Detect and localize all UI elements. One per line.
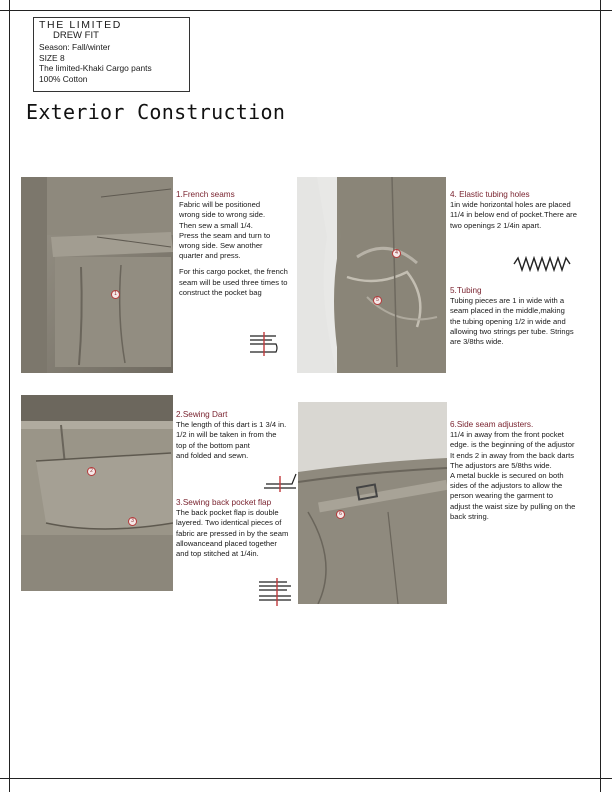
step-1-line: wrong side to wrong side. [179, 210, 266, 220]
callout-marker-4: 4 [392, 249, 401, 258]
step-5-line: are 3/8ths wide. [450, 337, 504, 347]
step-6-line: sides of the adjustors to allow the [450, 481, 563, 491]
product-label: The limited-Khaki Cargo pants [39, 63, 152, 74]
step-2-text [176, 410, 306, 461]
step-6-line: The adjustors are 5/8ths wide. [450, 460, 552, 470]
step-1-note: construct the pocket bag [179, 287, 262, 297]
callout-marker-5: 5 [373, 296, 382, 305]
dart-stitch-icon [262, 470, 298, 492]
season-label: Season: Fall/winter [39, 42, 111, 52]
photo-back-pocket [21, 395, 173, 591]
step-1-line: Fabric will be positioned [179, 200, 261, 210]
callout-marker-1: 1 [111, 290, 120, 299]
fit-name: DREW FIT [53, 30, 99, 41]
size-label: SIZE 8 [39, 52, 65, 63]
step-6-line: person wearing the garment to [450, 491, 553, 501]
step-2-line: 1/2 in will be taken in from the [176, 430, 277, 440]
step-1-line: Then sew a small 1/4. [179, 220, 253, 230]
step-3-line: layered. Two identical pieces of [176, 518, 282, 528]
french-seam-diagram-icon [246, 330, 280, 358]
step-3-title: 3.Sewing back pocket flap [176, 498, 272, 507]
step-1-line: quarter and press. [179, 251, 241, 261]
step-2-line: top of the bottom pant [176, 440, 250, 450]
page-border-top [0, 10, 612, 11]
elastic-tubing-icon [512, 256, 572, 272]
step-6-line: edge. is the beginning of the adjustor [450, 440, 575, 450]
step-3-line: and top stitched at 1/4in. [176, 549, 259, 559]
pocket-flap-stitch-icon [255, 576, 295, 606]
step-2-line: The length of this dart is 1 3/4 in. [176, 420, 287, 430]
step-3-line: allowanceand placed together [176, 538, 277, 548]
step-4-line: two openings 2 1/4in apart. [450, 220, 542, 230]
step-3-line: fabric are pressed in by the seam [176, 528, 289, 538]
section-title: Exterior Construction [26, 100, 286, 124]
step-1-note: For this cargo pocket, the french [179, 267, 288, 277]
step-1-note: seam will be used three times to [179, 277, 288, 287]
step-5-line: the tubing opening 1/2 in wide and [450, 316, 566, 326]
step-1-title: 1.French seams [176, 190, 235, 199]
callout-marker-3: 3 [128, 517, 137, 526]
page-border-bottom [0, 778, 612, 779]
step-6-line: 11/4 in away from the front pocket [450, 430, 564, 440]
step-6-title: 6.Side seam adjusters. [450, 420, 534, 429]
step-4-title: 4. Elastic tubing holes [450, 190, 530, 199]
step-5-title: 5.Tubing [450, 286, 482, 295]
step-6-text [450, 420, 600, 522]
step-6-line: adjust the waist size by pulling on the [450, 501, 576, 511]
fabric-label: 100% Cotton [39, 73, 88, 84]
step-3-text [176, 498, 302, 559]
step-3-line: The back pocket flap is double [176, 508, 279, 518]
step-2-line: and folded and sewn. [176, 450, 249, 460]
step-4-text [450, 190, 600, 231]
photo-elastic-tubing [297, 177, 446, 373]
step-5-text [450, 286, 600, 347]
step-6-line: It ends 2 in away from the back darts [450, 450, 575, 460]
page-border-right [600, 0, 601, 792]
step-2-title: 2.Sewing Dart [176, 410, 228, 419]
step-4-line: 1in wide horizontal holes are placed [450, 200, 571, 210]
garment-info-box [33, 17, 190, 92]
step-5-line: Tubing pieces are 1 in wide with a [450, 296, 565, 306]
photo-cargo-pocket [21, 177, 173, 373]
step-6-line: A metal buckle is secured on both [450, 471, 564, 481]
step-1-text [176, 190, 302, 298]
step-5-line: seam placed in the middle,making [450, 306, 565, 316]
step-1-line: Press the seam and turn to [179, 230, 271, 240]
callout-marker-2: 2 [87, 467, 96, 476]
step-4-line: 11/4 in below end of pocket.There are [450, 210, 577, 220]
step-5-line: allowing two strings per tube. Strings [450, 326, 574, 336]
brand-name: THE LIMITED [39, 19, 122, 31]
callout-marker-6: 6 [336, 510, 345, 519]
photo-side-seam-adjuster [298, 402, 447, 604]
step-1-line: wrong side. Sew another [179, 241, 263, 251]
page-border-left [9, 0, 10, 792]
step-6-line: back string. [450, 511, 489, 521]
